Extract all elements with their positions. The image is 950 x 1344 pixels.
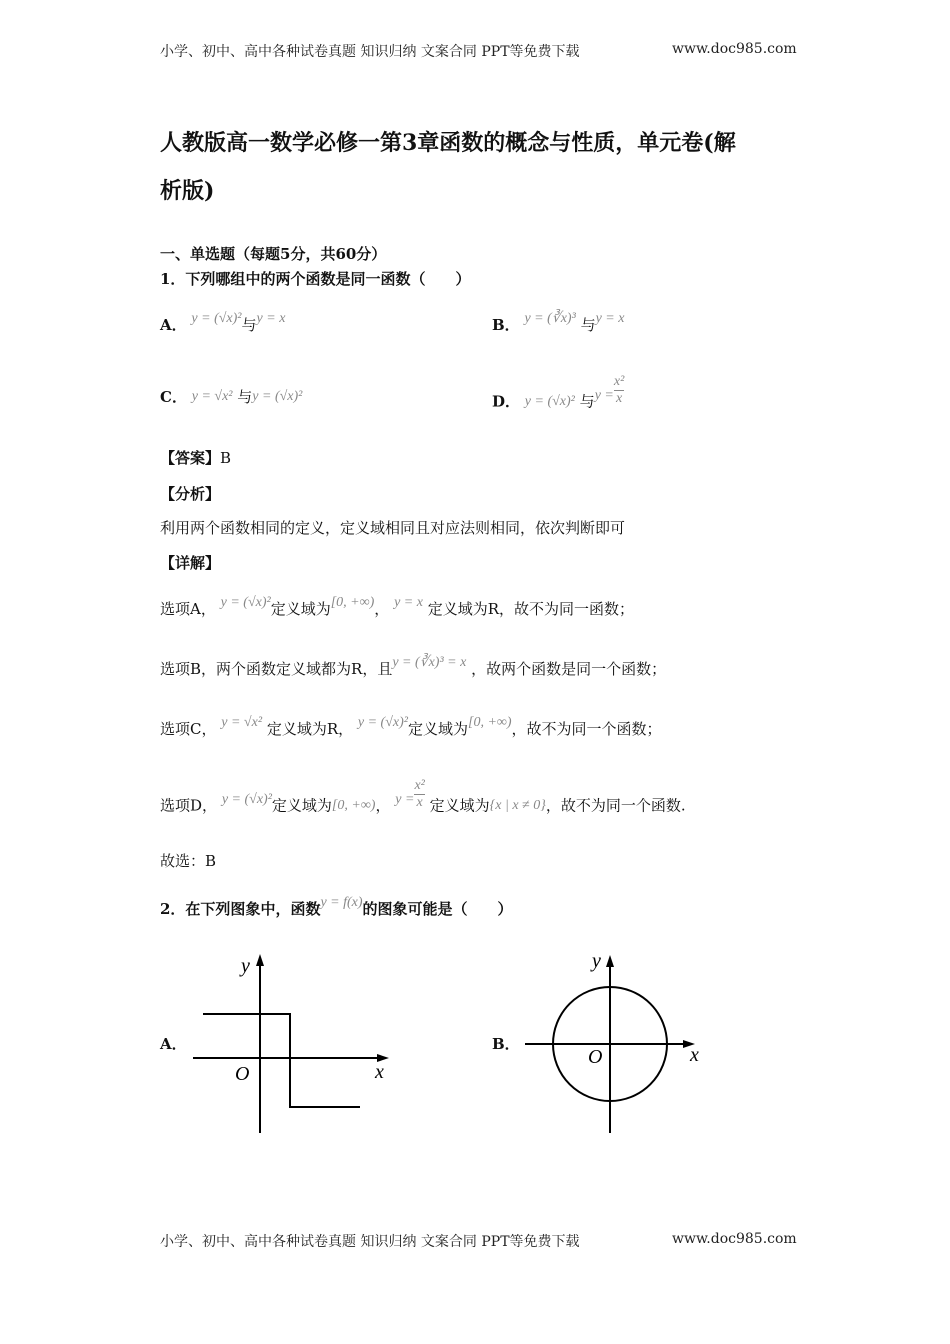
answer bbox=[160, 447, 231, 468]
join: 与 bbox=[579, 392, 595, 411]
formula: y = (√x)² bbox=[191, 311, 242, 326]
q2-stem bbox=[160, 895, 513, 919]
option-label: B． bbox=[492, 316, 520, 334]
formula: y = x bbox=[256, 311, 286, 326]
q2-option-a-label: A． bbox=[160, 1035, 187, 1053]
q2-option-b-label: B． bbox=[492, 1035, 520, 1053]
footer-url[interactable]: www.doc985.com bbox=[672, 1231, 797, 1247]
text: x bbox=[416, 795, 423, 810]
option-label: D． bbox=[492, 392, 521, 411]
option-label: A． bbox=[160, 316, 187, 334]
section-heading: 一、单选题（每题5分，共60分） bbox=[160, 245, 387, 263]
q1-option-b bbox=[492, 311, 625, 335]
q1-option-c bbox=[160, 386, 302, 407]
text: 的图象可能是（ ） bbox=[362, 900, 513, 918]
formula: y = x bbox=[595, 311, 625, 326]
text: 定义域为 bbox=[271, 796, 332, 815]
q1-option-a bbox=[160, 311, 286, 335]
analysis-text: 利用两个函数相同的定义，定义域相同且对应法则相同，依次判断即可 bbox=[160, 519, 626, 537]
header-text: 小学、初中、高中各种试卷真题 知识归纳 文案合同 PPT等免费下载 bbox=[160, 44, 580, 60]
text: 定义域为 bbox=[270, 600, 331, 618]
formula: y = (√x)² bbox=[357, 715, 408, 730]
origin-label: O bbox=[588, 1046, 603, 1068]
formula bbox=[614, 374, 624, 407]
q1-option-d bbox=[492, 374, 625, 419]
formula: [0, +∞) bbox=[468, 715, 512, 730]
formula: y = (√x)² bbox=[252, 389, 303, 404]
step-curve bbox=[203, 1014, 360, 1107]
conclusion: 故选：B bbox=[160, 852, 217, 870]
text: x bbox=[615, 391, 623, 406]
text: x² bbox=[414, 778, 425, 793]
text: B bbox=[220, 449, 232, 467]
text: 定义域为R， bbox=[266, 720, 354, 738]
text: ，故不为同一个函数. bbox=[545, 796, 686, 815]
text: 选项A， bbox=[160, 600, 216, 618]
formula: y = √x² bbox=[191, 389, 233, 404]
formula: y = (√x)² bbox=[220, 595, 271, 610]
y-label: y bbox=[592, 950, 601, 972]
formula: y = (∛x)³ = x bbox=[392, 655, 467, 670]
detail-d bbox=[160, 778, 686, 823]
text: ， bbox=[375, 796, 391, 815]
join: 与 bbox=[580, 316, 596, 334]
join: 与 bbox=[241, 316, 257, 334]
text: 2．在下列图象中，函数 bbox=[160, 900, 321, 918]
formula bbox=[414, 778, 424, 811]
header-url[interactable]: www.doc985.com bbox=[672, 41, 797, 57]
formula: [0, +∞) bbox=[331, 797, 376, 813]
text: ， bbox=[374, 600, 390, 618]
formula: y = √x² bbox=[221, 715, 263, 730]
formula: y = (√x)² bbox=[524, 393, 575, 409]
y-label: y bbox=[241, 955, 250, 977]
text: x² bbox=[613, 374, 625, 389]
text: ，故两个函数是同一个函数； bbox=[471, 660, 667, 678]
detail-c bbox=[160, 715, 662, 739]
text: 定义域为 bbox=[407, 720, 468, 738]
detail-b bbox=[160, 655, 667, 679]
detail-a bbox=[160, 595, 635, 619]
y-arrow-icon bbox=[606, 955, 614, 967]
formula: y = x bbox=[394, 595, 423, 610]
x-label: x bbox=[690, 1044, 699, 1066]
text: 【答案】 bbox=[160, 449, 221, 467]
origin-label: O bbox=[235, 1063, 250, 1085]
join: 与 bbox=[237, 388, 253, 406]
y-arrow-icon bbox=[256, 954, 264, 966]
doc-title-line1: 人教版高一数学必修一第3章函数的概念与性质，单元卷(解 bbox=[160, 130, 736, 156]
footer-text: 小学、初中、高中各种试卷真题 知识归纳 文案合同 PPT等免费下载 bbox=[160, 1234, 580, 1250]
formula: y = bbox=[594, 387, 614, 403]
x-label: x bbox=[375, 1061, 384, 1083]
text: 定义域为 bbox=[429, 796, 490, 815]
formula: [0, +∞) bbox=[330, 595, 375, 610]
graph-b bbox=[520, 945, 720, 1140]
option-label: C． bbox=[160, 388, 187, 406]
formula: y = (√x)² bbox=[221, 791, 272, 807]
formula: y = f(x) bbox=[320, 895, 363, 910]
q1-stem: 1．下列哪组中的两个函数是同一函数（ ） bbox=[160, 270, 471, 288]
formula: y = bbox=[395, 791, 415, 807]
formula: y = (∛x)³ bbox=[524, 311, 576, 326]
formula: {x | x ≠ 0} bbox=[489, 797, 546, 813]
text: 选项C， bbox=[160, 720, 217, 738]
text: ，故不为同一个函数； bbox=[511, 720, 662, 738]
graph-a bbox=[185, 950, 395, 1140]
doc-title-line2: 析版) bbox=[160, 178, 215, 204]
detail-tag: 【详解】 bbox=[160, 554, 221, 572]
text: 选项D， bbox=[160, 796, 218, 815]
analysis-tag: 【分析】 bbox=[160, 485, 221, 503]
text: 定义域为R，故不为同一函数； bbox=[427, 600, 635, 618]
text: 选项B，两个函数定义域都为R，且 bbox=[160, 660, 393, 678]
